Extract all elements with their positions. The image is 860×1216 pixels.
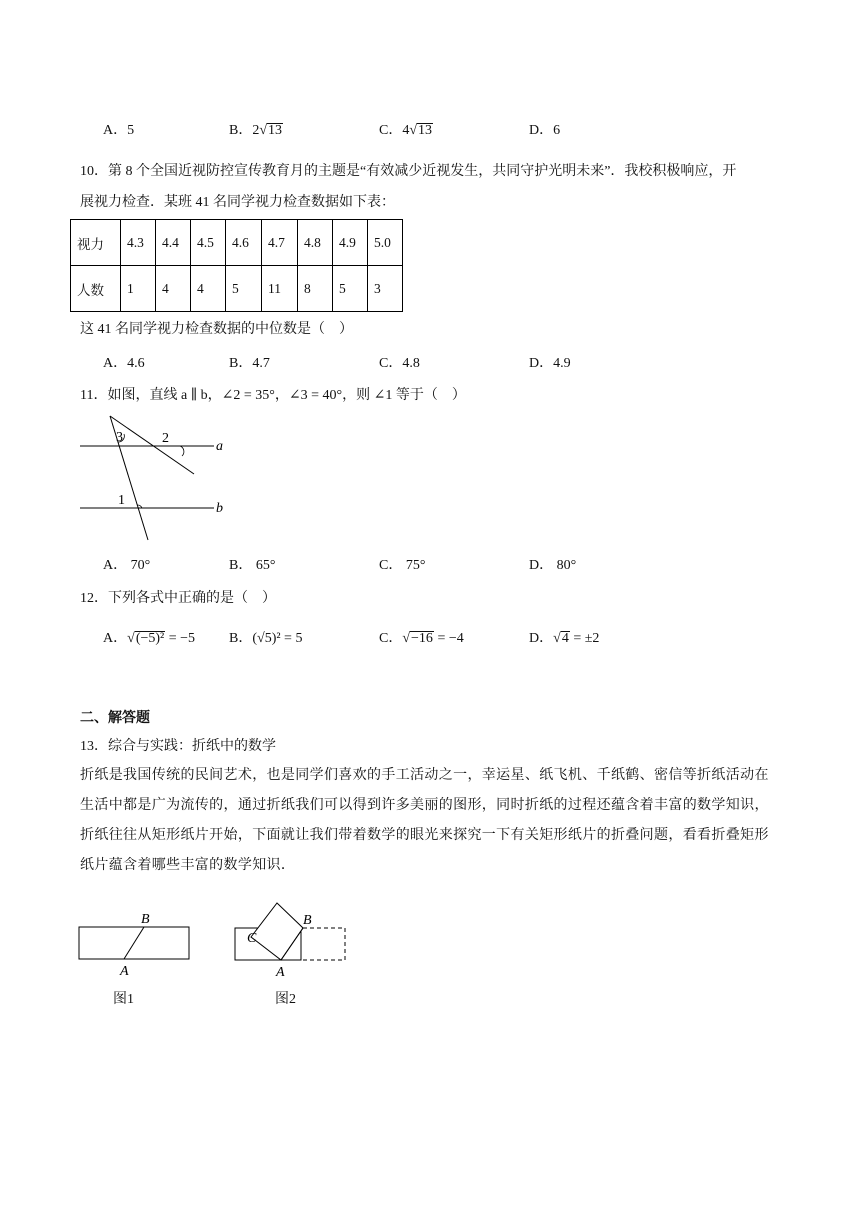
fold-figure-2 [225,890,355,985]
angle-2-arc [180,446,184,456]
q10-stem-line1: 10．第 8 个全国近视防控宣传教育月的主题是“有效减少近视发生，共同守护光明未来”．我校积极响应，开 [80,164,737,179]
section-title: 二、解答题 [80,711,150,726]
radicand: 13 [268,123,283,138]
table-cell: 8 [298,266,333,312]
fig2-caption: 图2 [275,992,296,1007]
table-cell: 4.9 [333,220,368,266]
label-A: A [276,965,285,980]
vision-table [70,219,403,312]
radicand: −16 [411,631,433,646]
q10-option-b: B．4.7 [229,356,270,371]
table-cell: 4.4 [156,220,191,266]
fold-line [124,927,144,959]
q10-question: 这 41 名同学视力检查数据的中位数是（ ） [80,322,353,337]
q11-stem: 11．如图，直线 a ∥ b，∠2 = 35°，∠3 = 40°，则 ∠1 等于（ ） [80,388,466,403]
q11-option-b: B． 65° [229,558,276,573]
table-cell: 5 [333,266,368,312]
table-cell: 4.8 [298,220,333,266]
table-cell: 11 [262,266,298,312]
q12-option-b: B．(√5)² = 5 [229,631,303,646]
label-a: a [216,439,223,454]
q11-option-d: D． 80° [529,558,577,573]
table-cell: 4.7 [262,220,298,266]
table-cell: 4 [191,266,226,312]
table-cell: 人数 [71,266,121,312]
table-row-vision [71,220,403,266]
q9-option-d: D．6 [529,123,561,138]
q12-option-c: C．√−16 = −4 [379,631,464,646]
q10-stem-line2: 展视力检查．某班 41 名同学视力检查数据如下表： [80,195,395,210]
q13-paragraph: 折纸是我国传统的民间艺术，也是同学们喜欢的手工活动之一，幸运星、纸飞机、千纸鹤、密信等折纸活动在生活中都是广为流传的，通过折纸我们可以得到许多美丽的图形，同时折纸的过程还蕴含着丰富的数学知识，折纸往往从矩形纸片开始，下面就让我们带着数学的眼光来探究一下有关矩形纸片的折叠问题，看看折叠矩形纸片蕴含着哪些丰富的数学知识． [80,768,769,873]
label-B: B [303,913,312,928]
q12-stem: 12．下列各式中正确的是（ ） [80,591,276,606]
q9-option-a: A．5 [103,123,135,138]
table-cell: 4.6 [226,220,262,266]
radicand: 13 [418,123,433,138]
slanted-line [110,416,194,474]
q13-title: 13．综合与实践：折纸中的数学 [80,739,276,754]
table-cell: 5 [226,266,262,312]
q11-option-c: C． 75° [379,558,426,573]
q12-option-d: D．√4 = ±2 [529,631,600,646]
q11-option-a: A． 70° [103,558,151,573]
table-cell: 4.3 [121,220,156,266]
label-3: 3 [116,430,123,445]
folded-flap [251,903,303,960]
table-cell: 4 [156,266,191,312]
label-A: A [120,964,129,979]
q10-option-a: A．4.6 [103,356,145,371]
label-C: C [247,931,257,946]
label-B: B [141,912,150,927]
table-cell: 3 [368,266,403,312]
q9-option-c: C．4√13 [379,123,433,138]
label-b: b [216,501,223,516]
table-cell: 4.5 [191,220,226,266]
fold-figure-1 [70,905,200,985]
table-row-count [71,266,403,312]
radicand: (−5)² [135,631,165,646]
label-2: 2 [162,431,169,446]
table-cell: 1 [121,266,156,312]
fig1-caption: 图1 [113,992,134,1007]
label-1: 1 [118,493,125,508]
q9-option-b: B．2√13 [229,123,283,138]
radicand: 4 [561,631,569,646]
q10-option-d: D．4.9 [529,356,571,371]
table-cell: 5.0 [368,220,403,266]
table-cell: 视力 [71,220,121,266]
q12-option-a: A．√(−5)² = −5 [103,631,196,646]
q11-figure [70,408,250,544]
q10-option-c: C．4.8 [379,356,420,371]
